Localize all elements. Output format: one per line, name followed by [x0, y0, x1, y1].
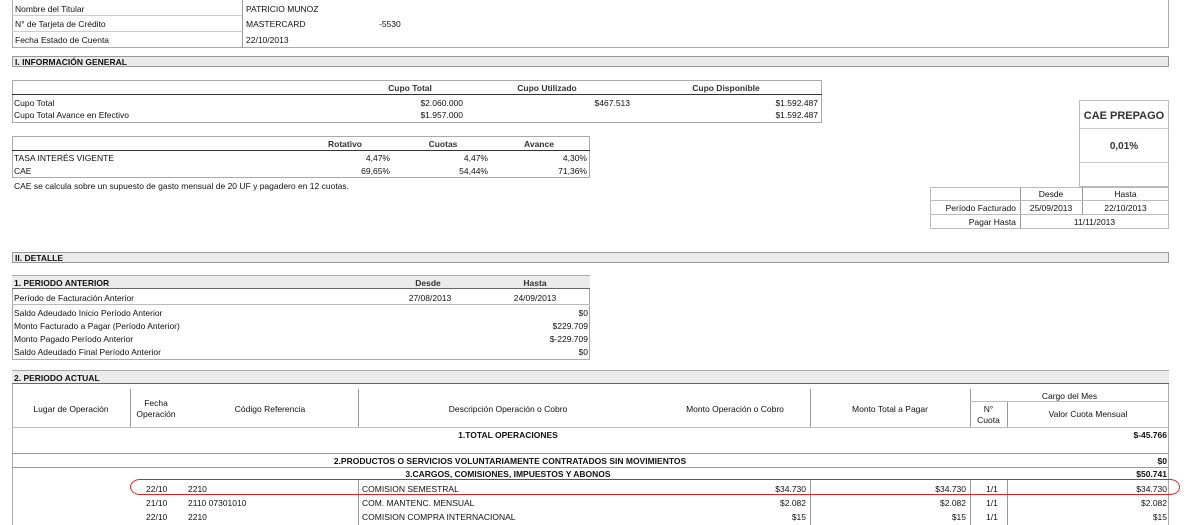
anterior-hasta-label: Hasta	[523, 278, 547, 288]
holder-label: Nombre del Titular	[15, 4, 85, 14]
periodo-anterior-label: 1. PERIODO ANTERIOR	[14, 278, 110, 288]
col-lugar: Lugar de Operación	[33, 404, 109, 414]
cae-prepago-title: CAE PREPAGO	[1083, 110, 1165, 122]
col-cargo-mes: Cargo del Mes	[1041, 391, 1098, 401]
group-productos-servicios-value: $0	[1157, 456, 1167, 466]
tasas-header-avance: Avance	[524, 139, 554, 149]
col-fecha-2: Operación	[136, 409, 176, 419]
row-cuota: 1/1	[986, 512, 998, 522]
row-valor-cuota: $34.730	[1136, 484, 1167, 494]
pagar-hasta-value: 11/11/2013	[1073, 217, 1116, 227]
row-monto-operacion: $34.730	[775, 484, 806, 494]
cupo-row-disponible: $1.592.487	[775, 98, 818, 108]
card-brand: MASTERCARD	[246, 19, 306, 29]
col-monto-operacion: Monto Operación o Cobro	[686, 404, 784, 414]
row-monto-operacion: $15	[791, 512, 806, 522]
card-label: N° de Tarjeta de Crédito	[15, 19, 106, 29]
anterior-row-label: Monto Facturado a Pagar (Período Anterior)	[14, 321, 180, 331]
cupo-row-utilizado: $467.513	[594, 98, 630, 108]
row-descripcion: COM. MANTENC. MENSUAL	[362, 498, 475, 508]
card-last-digits: -5530	[379, 19, 401, 29]
holder-value: PATRICIO MUNOZ	[246, 4, 319, 14]
anterior-row-value: $0	[578, 347, 588, 357]
cupo-row-total: $2.060.000	[420, 98, 463, 108]
anterior-row-label: Saldo Adeudado Inicio Período Anterior	[14, 308, 163, 318]
tasa-vigente-rotativo: 4,47%	[365, 153, 390, 163]
header-divider	[242, 0, 243, 48]
anterior-desde-label: Desde	[415, 278, 441, 288]
row-descripcion: COMISION SEMESTRAL	[362, 484, 459, 494]
facturacion-anterior-desde: 27/08/2013	[408, 293, 452, 303]
cae-prepago-value: 0,01%	[1109, 141, 1139, 152]
anterior-row-label: Monto Pagado Período Anterior	[14, 334, 134, 344]
facturacion-anterior-hasta: 24/09/2013	[513, 293, 557, 303]
section-detalle-title: II. DETALLE	[12, 252, 1169, 263]
row-cuota: 1/1	[986, 498, 998, 508]
row-fecha: 22/10	[146, 484, 168, 494]
row-fecha: 22/10	[146, 512, 168, 522]
row-monto-total: $2.082	[940, 498, 966, 508]
anterior-row-label: Saldo Adeudado Final Período Anterior	[14, 347, 161, 357]
col-codigo: Código Referencia	[234, 404, 306, 414]
anterior-row-value: $-229.709	[549, 334, 588, 344]
row-codigo: 2210	[188, 484, 207, 494]
col-monto-total: Monto Total a Pagar	[852, 404, 928, 414]
row-valor-cuota: $15	[1152, 512, 1167, 522]
group-cargos-comisiones-value: $50.741	[1136, 469, 1167, 479]
col-fecha-1: Fecha	[144, 398, 168, 408]
col-cuota-1: N°	[983, 404, 994, 414]
cupo-avance-total: $1.957.000	[420, 110, 463, 120]
pagar-hasta-label: Pagar Hasta	[968, 217, 1016, 227]
group-total-operaciones-value: $-45.766	[1133, 430, 1167, 440]
cae-cuotas: 54,44%	[459, 166, 488, 176]
header-block	[12, 0, 1169, 48]
group-total-operaciones: 1.TOTAL OPERACIONES	[458, 430, 558, 440]
cupo-header-utilizado: Cupo Utilizado	[517, 83, 577, 93]
group-cargos-comisiones: 3.CARGOS, COMISIONES, IMPUESTOS Y ABONOS	[405, 469, 611, 479]
cupo-avance-label: Cupo Total Avance en Efectivo	[14, 110, 129, 120]
row-monto-total: $15	[951, 512, 966, 522]
periodo-actual-title-bar	[12, 371, 1169, 384]
tasas-header-cuotas: Cuotas	[428, 139, 458, 149]
row-codigo: 2110 07301010	[188, 498, 247, 508]
tasa-vigente-avance: 4,30%	[562, 153, 587, 163]
col-cuota-2: Cuota	[977, 415, 1000, 425]
col-valor-cuota: Valor Cuota Mensual	[1048, 409, 1128, 419]
cupo-header-total: Cupo Total	[388, 83, 432, 93]
cae-avance: 71,36%	[558, 166, 587, 176]
cupo-avance-disponible: $1.592.487	[775, 110, 818, 120]
cupo-header-disponible: Cupo Disponible	[692, 83, 760, 93]
date-value: 22/10/2013	[246, 35, 289, 45]
periodo-hasta: 22/10/2013	[1104, 203, 1147, 213]
cae-note: CAE se calcula sobre un supuesto de gasto mensual de 20 UF y pagadero en 12 cuotas.	[14, 181, 350, 191]
row-cuota: 1/1	[986, 484, 998, 494]
section-general-info-title: I. INFORMACIÓN GENERAL	[12, 56, 1169, 67]
periodo-facturado-label: Período Facturado	[945, 203, 1016, 213]
row-fecha: 21/10	[146, 498, 168, 508]
row-valor-cuota: $2.082	[1141, 498, 1167, 508]
periodo-desde-label: Desde	[1038, 189, 1064, 199]
group-productos-servicios: 2.PRODUCTOS O SERVICIOS VOLUNTARIAMENTE CONTRATADOS SIN MOVIMIENTOS	[333, 456, 687, 466]
row-codigo: 2210	[188, 512, 207, 522]
facturacion-anterior-label: Período de Facturación Anterior	[14, 293, 135, 303]
periodo-hasta-label: Hasta	[1114, 189, 1137, 199]
row-monto-total: $34.730	[935, 484, 966, 494]
anterior-row-value: $0	[578, 308, 588, 318]
cae-rotativo: 69,65%	[361, 166, 390, 176]
tasa-vigente-cuotas: 4,47%	[463, 153, 488, 163]
date-label: Fecha Estado de Cuenta	[15, 35, 110, 45]
highlight-ellipse	[130, 479, 1180, 495]
cae-label: CAE	[14, 166, 32, 176]
col-descripcion: Descripción Operación o Cobro	[448, 404, 568, 414]
row-descripcion: COMISION COMPRA INTERNACIONAL	[362, 512, 516, 522]
row-monto-operacion: $2.082	[780, 498, 806, 508]
tasas-header-rotativo: Rotativo	[328, 139, 362, 149]
periodo-actual-label: 2. PERIODO ACTUAL	[14, 373, 100, 383]
cupo-row-label: Cupo Total	[14, 98, 55, 108]
tasa-vigente-label: TASA INTERÉS VIGENTE	[14, 153, 114, 163]
periodo-desde: 25/09/2013	[1029, 203, 1073, 213]
anterior-row-value: $229.709	[552, 321, 588, 331]
